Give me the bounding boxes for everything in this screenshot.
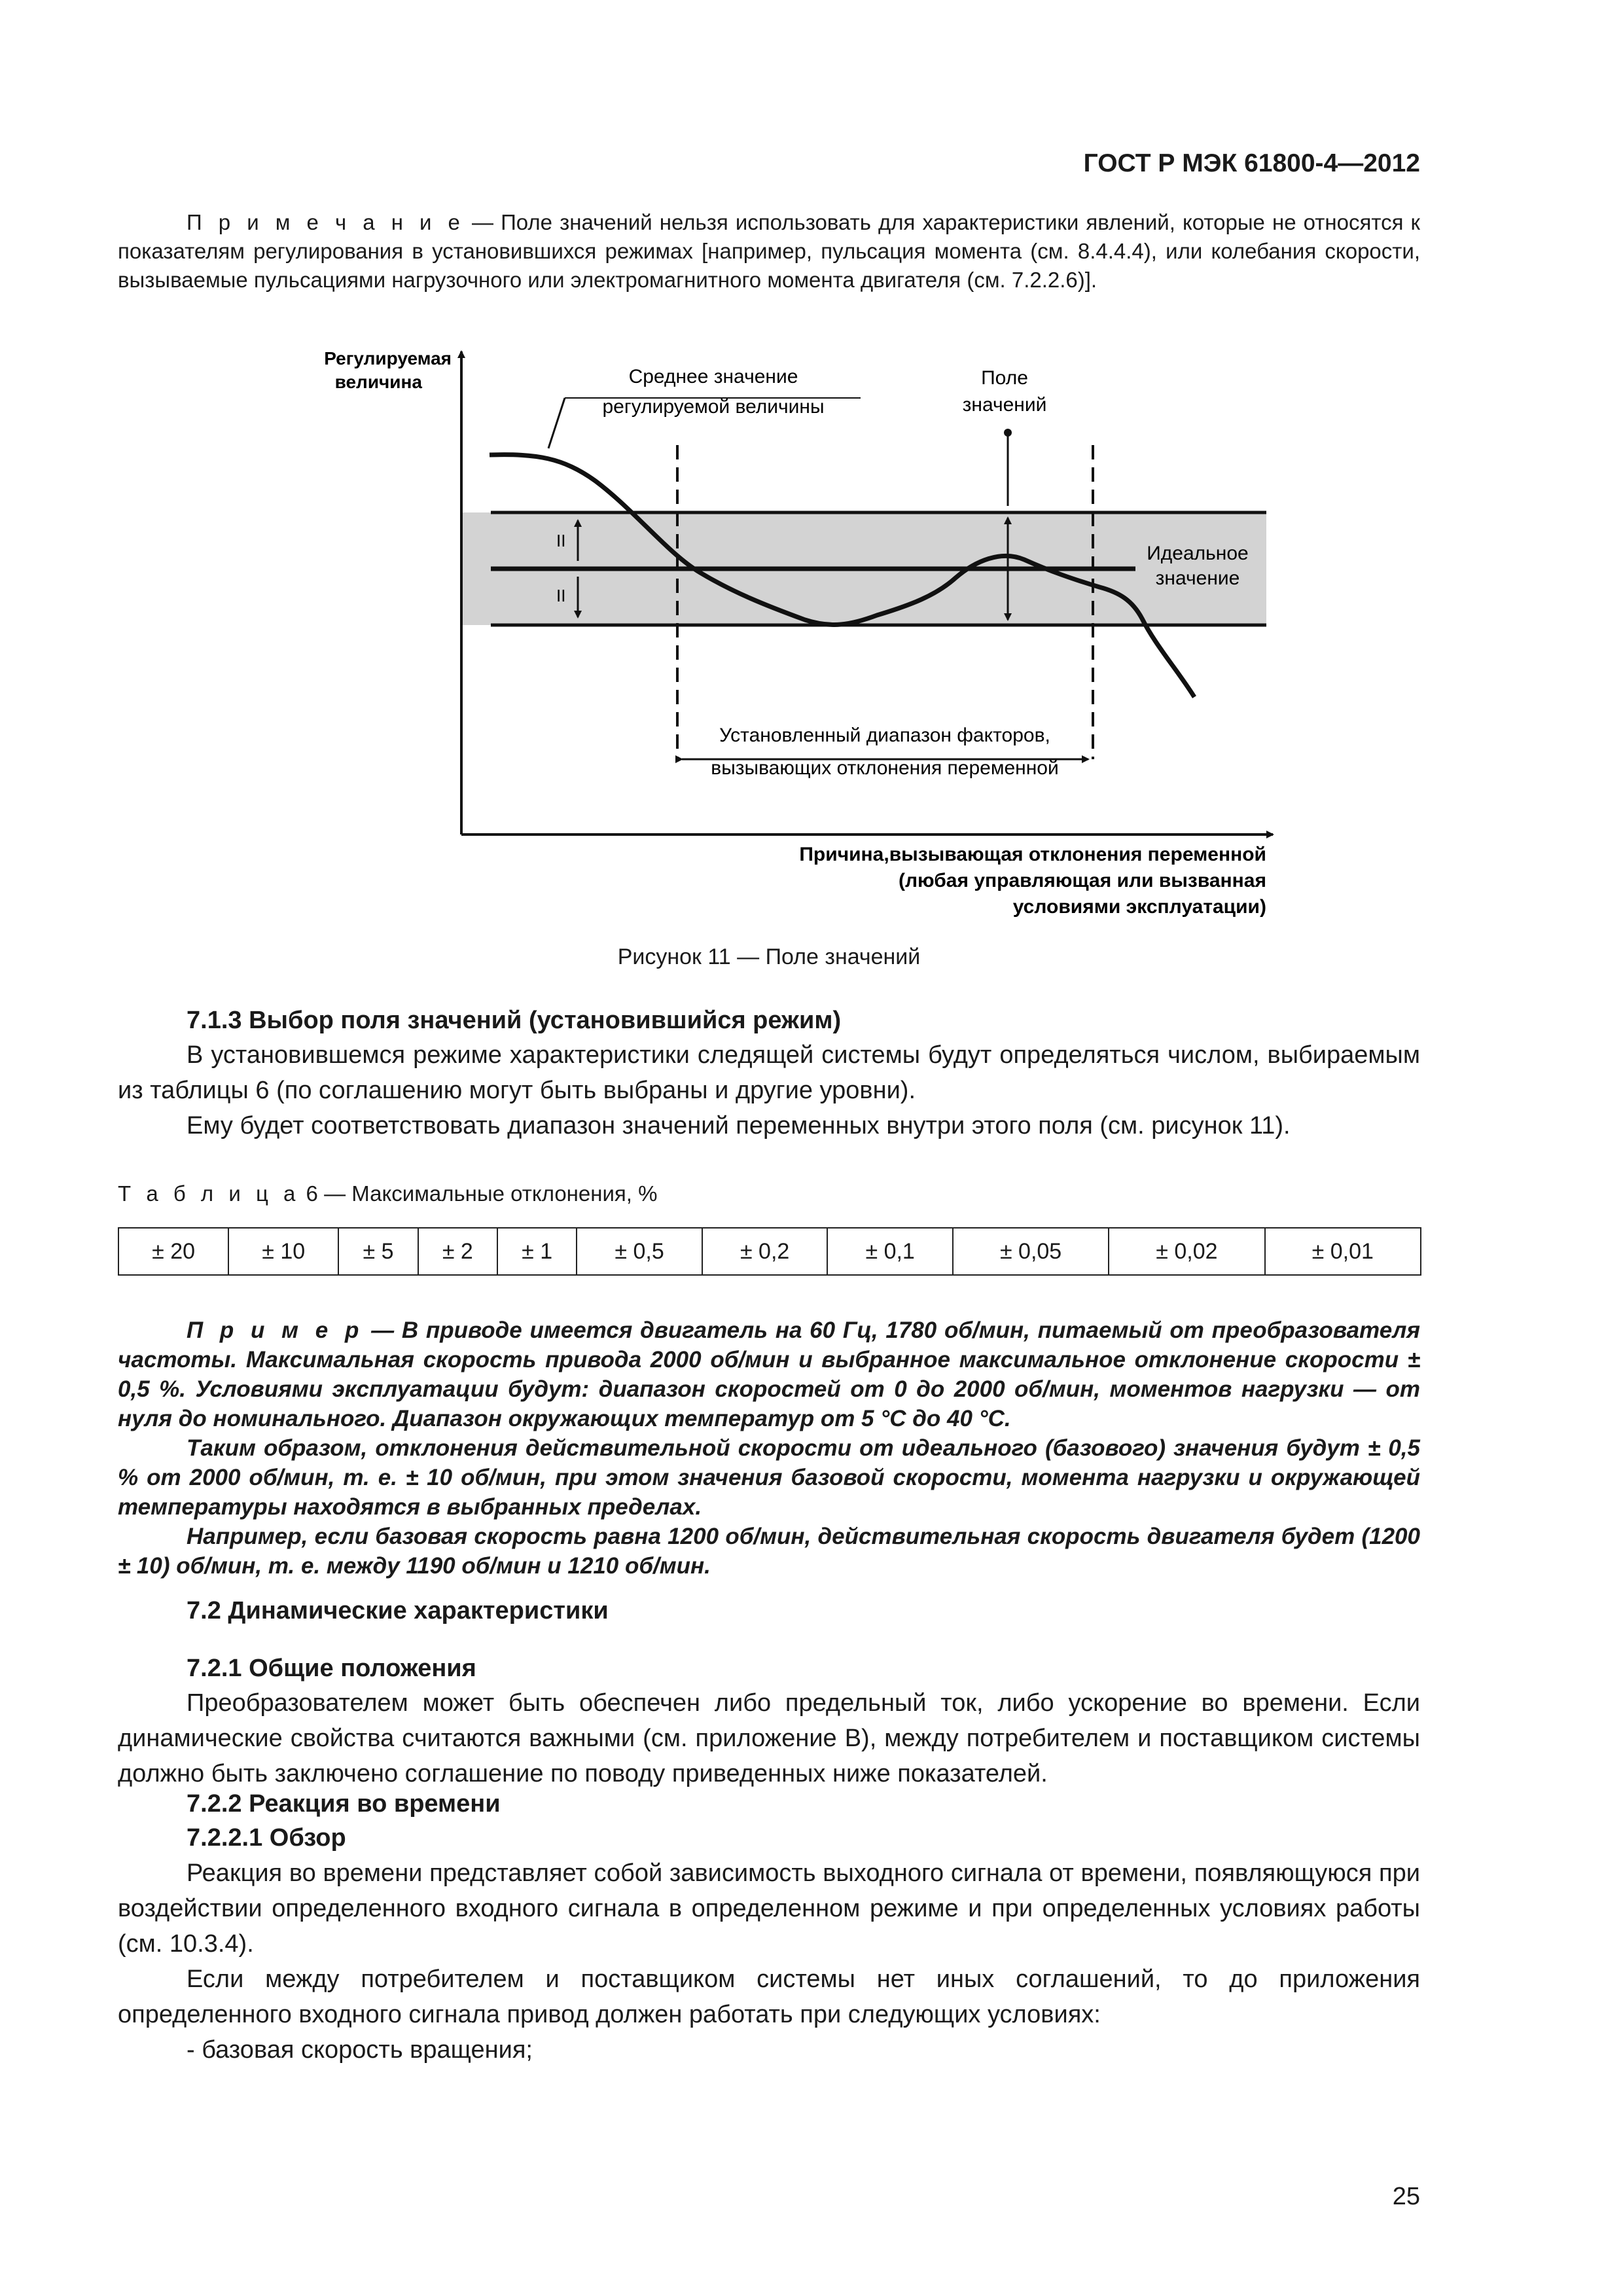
- table-cell: ± 0,05: [953, 1228, 1109, 1275]
- range-label-line1: Установленный диапазон факторов,: [719, 725, 1050, 746]
- table-cell: ± 0,2: [702, 1228, 828, 1275]
- figure-11-diagram: [249, 337, 1296, 926]
- figure-caption: Рисунок 11 — Поле значений: [617, 944, 921, 969]
- table-cell: ± 1: [497, 1228, 577, 1275]
- table-6-title: [118, 1181, 657, 1206]
- section-7-1-3-title: 7.1.3 Выбор поля значений (установившийся режим): [187, 1007, 842, 1034]
- section-7-2-title: 7.2 Динамические характеристики: [187, 1597, 609, 1624]
- example-text: — В приводе имеется двигатель на 60 Гц, 1780 об/мин, питаемый от преобразователя частоты. Максимальная скорость привода 2000 об/мин и выбранное максимальное отклонение скорости ± 0,5 %. Условиями эксплуатации будут: диапазон скоростей от 0 до 2000 об/мин, моментов нагрузки — от нуля до номинального. Диапазон окружающих температур от 5 °С до 40 °С.: [118, 1318, 1420, 1431]
- page-number: 25: [1392, 2183, 1420, 2210]
- equal-mark-lower: II: [556, 586, 566, 605]
- table-title-text: 6 — Максимальные отклонения, %: [300, 1181, 658, 1206]
- y-axis-label-line2: величина: [334, 372, 422, 392]
- section-7-2-1-title: 7.2.1 Общие положения: [187, 1655, 476, 1682]
- section-7-1-3-body: [118, 1037, 1420, 1143]
- note-block: [118, 208, 1420, 295]
- table-cell: ± 5: [338, 1228, 418, 1275]
- paragraph: Преобразователем может быть обеспечен либо предельный ток, либо ускорение во времени. Если динамические свойства считаются важными (см. приложение В), между потребителем и поставщиком системы должно быть заключено соглашение по поводу приведенных ниже показателей.: [118, 1689, 1420, 1787]
- table-label: Т а б л и ц а: [118, 1181, 300, 1206]
- y-axis-label-line1: Регулируемая: [324, 348, 452, 368]
- example-block: [118, 1316, 1420, 1581]
- field-label-line2: значений: [962, 394, 1047, 416]
- table-cell: ± 2: [418, 1228, 497, 1275]
- ideal-label-line2: значение: [1155, 567, 1240, 589]
- table-cell: ± 20: [118, 1228, 228, 1275]
- field-pointer-dot: [1004, 429, 1012, 437]
- paragraph: Если между потребителем и поставщиком системы нет иных соглашений, то до приложения определенного входного сигнала привод должен работать при следующих условиях:: [118, 1965, 1420, 2028]
- note-label: П р и м е ч а н и е: [187, 210, 465, 234]
- paragraph: В установившемся режиме характеристики следящей системы будут определяться числом, выбираемым из таблицы 6 (по соглашению могут быть выбраны и другие уровни).: [118, 1041, 1420, 1104]
- table-cell: ± 0,02: [1109, 1228, 1264, 1275]
- table-cell: ± 0,1: [827, 1228, 953, 1275]
- mean-label-line2: регулируемой величины: [602, 396, 825, 418]
- table-6: [118, 1227, 1421, 1276]
- paragraph: Реакция во времени представляет собой зависимость выходного сигнала от времени, появляющуюся при воздействии определенного входного сигнала в определенном режиме и при определенных условиях работы (см. 10.3.4).: [118, 1859, 1420, 1958]
- note-text: — Поле значений нельзя использовать для характеристики явлений, которые не относятся к показателям регулирования в установившихся режимах [например, пульсация момента (см. 8.4.4.4), или колебания скорости, вызываемые пульсациями нагрузочного или электромагнитного момента двигателя (см. 7.2.2.6)].: [118, 210, 1420, 292]
- section-7-2-1-body: [118, 1685, 1420, 1791]
- table-cell: ± 10: [228, 1228, 338, 1275]
- x-axis-label-line1: Причина,вызывающая отклонения переменной: [799, 844, 1266, 865]
- table-row: [118, 1228, 1421, 1275]
- mean-label-leader: [548, 398, 565, 448]
- table-cell: ± 0,01: [1265, 1228, 1421, 1275]
- section-7-2-2-1-body: [118, 1856, 1420, 2068]
- table-cell: ± 0,5: [577, 1228, 702, 1275]
- document-header: ГОСТ Р МЭК 61800-4—2012: [1083, 149, 1420, 177]
- section-7-2-2-title: 7.2.2 Реакция во времени: [187, 1790, 501, 1818]
- ideal-label-line1: Идеальное: [1147, 543, 1249, 564]
- equal-mark-upper: II: [556, 531, 566, 550]
- paragraph: Ему будет соответствовать диапазон значений переменных внутри этого поля (см. рисунок 11).: [187, 1112, 1291, 1139]
- field-label-line1: Поле: [981, 367, 1028, 389]
- x-axis-label-line2: (любая управляющая или вызванная: [899, 870, 1266, 891]
- range-label-line2: вызывающих отклонения переменной: [711, 757, 1059, 779]
- example-paragraph: Например, если базовая скорость равна 1200 об/мин, действительная скорость двигателя будет (1200 ± 10) об/мин, т. е. между 1190 об/мин и 1210 об/мин.: [118, 1524, 1420, 1579]
- section-7-2-2-1-title: 7.2.2.1 Обзор: [187, 1824, 346, 1852]
- x-axis-label-line3: условиями эксплуатации): [1012, 896, 1266, 918]
- mean-label-line1: Среднее значение: [628, 366, 798, 387]
- example-paragraph: Таким образом, отклонения действительной скорости от идеального (базового) значения будут ± 0,5 % от 2000 об/мин, т. е. ± 10 об/мин, при этом значения базовой скорости, момента нагрузки и окружающей температуры находятся в выбранных пределах.: [118, 1435, 1420, 1520]
- list-item: - базовая скорость вращения;: [187, 2036, 533, 2064]
- example-label: П р и м е р: [187, 1318, 364, 1343]
